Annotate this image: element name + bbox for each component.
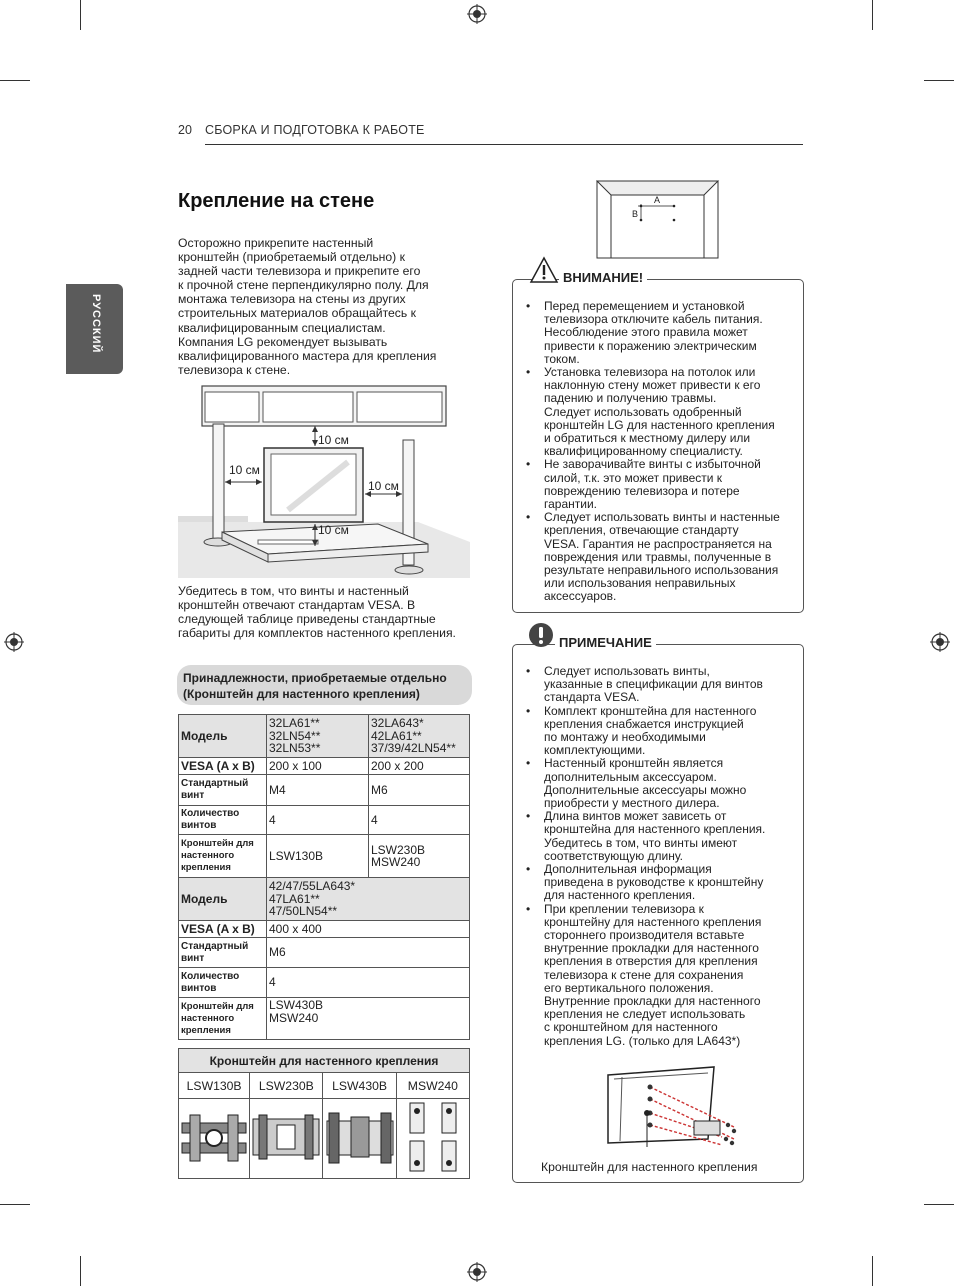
table-row	[179, 921, 470, 938]
text-line: крепления LG. (только для LA643*)	[544, 1033, 741, 1048]
crop-mark	[80, 1256, 81, 1286]
text-line: • Длина винтов может зависеть от	[544, 809, 727, 824]
wall-mount-room-illustration	[178, 382, 470, 578]
text-line: квалифицированному специалисту.	[544, 444, 743, 459]
model-name: 32LA643*	[371, 716, 424, 731]
text-line: гарантии.	[544, 497, 597, 512]
wall-mount-specs-table	[178, 714, 470, 1040]
text-line: указанные в спецификации для винтов	[544, 677, 763, 692]
table-row	[179, 1073, 470, 1099]
label-line: Стандартный	[181, 778, 249, 789]
note-list	[513, 665, 801, 1048]
text-line: • Следует использовать винты,	[544, 664, 710, 678]
registration-mark-icon	[4, 632, 24, 652]
text-line: телевизора отключите кабель питания.	[544, 312, 763, 327]
text-line: Несоблюдение этого правила может	[544, 325, 748, 340]
row-label: Модель	[179, 878, 267, 921]
text-line: или использования неправильных	[544, 576, 736, 591]
registration-mark-icon	[467, 1262, 487, 1282]
table-cell	[369, 715, 470, 758]
row-label: Модель	[179, 715, 267, 758]
text-line: Следует использовать одобренный	[544, 404, 742, 419]
text-line: следующей таблице приведены стандартные	[178, 612, 436, 627]
bracket-lsw230b-icon	[251, 1109, 321, 1165]
label-line: настенного	[181, 850, 235, 861]
clearance-label-top: 10 см	[318, 433, 349, 447]
model-name: 32LN54**	[269, 728, 321, 743]
bracket-lsw430b-icon	[325, 1107, 395, 1167]
crop-mark	[872, 0, 873, 30]
text-line: строительных материалов обращайтесь к	[178, 306, 416, 321]
clearance-label-left: 10 см	[229, 463, 260, 477]
text-line: результате неправильного использования	[544, 563, 779, 578]
text-line: силой, т.к. это может привести к	[544, 470, 723, 485]
table-cell: LSW430B	[323, 1073, 396, 1099]
list-item	[513, 863, 801, 903]
page-number: 20	[178, 123, 192, 137]
list-item	[513, 757, 801, 810]
text-line: током.	[544, 351, 580, 366]
text-line: • Следует использовать винты и настенные	[544, 510, 780, 525]
text-line: повреждению телевизора и потере	[544, 483, 740, 498]
table-cell	[179, 1099, 250, 1179]
table-row	[179, 806, 470, 835]
model-name: 37/39/42LN54**	[371, 741, 456, 756]
text-line: падению и получению травмы.	[544, 391, 717, 406]
language-tab-label: РУССКИЙ	[90, 294, 102, 354]
table-cell: 4	[267, 968, 470, 998]
table-cell: M6	[267, 938, 470, 968]
model-name: 32LA61**	[269, 716, 320, 731]
crop-mark	[80, 0, 81, 30]
label-line: винт	[181, 952, 205, 964]
text-line: повреждения или травмы, полученные в	[544, 549, 772, 564]
text-line: стороннего производителя вставьте	[544, 928, 745, 943]
bracket-msw240-icon	[398, 1099, 468, 1175]
text-line: и обратиться к местному дилеру или	[544, 431, 751, 446]
row-label	[179, 835, 267, 878]
table-cell: M6	[369, 775, 470, 806]
bracket-models-table	[178, 1048, 470, 1179]
bracket-table-header: Кронштейн для настенного крепления	[179, 1049, 470, 1073]
text-line: внутренние прокладки для настенного	[544, 941, 759, 956]
text-line: квалифицированным специалистам.	[178, 320, 386, 335]
text-line: задней части телевизора и прикрепите его	[178, 264, 421, 279]
text-line: кронштейну для настенного крепления	[544, 914, 762, 929]
table-row	[179, 968, 470, 998]
table-cell: 4	[369, 806, 470, 835]
crop-mark	[0, 1204, 30, 1205]
figure-caption: Кронштейн для настенного крепления	[541, 1160, 758, 1174]
text-line: Убедитесь в том, что винты и настенный	[178, 584, 409, 598]
table-cell	[267, 998, 470, 1040]
crop-mark	[872, 1256, 873, 1286]
row-label	[179, 775, 267, 806]
model-name: 47LA61**	[269, 891, 320, 906]
text-line: монтажа телевизора на стены из других	[178, 292, 406, 307]
list-item	[513, 810, 801, 863]
text-line: по монтажу и необходимыми	[544, 730, 706, 745]
label-line: винт	[181, 790, 205, 801]
label-line: Количество	[181, 808, 240, 819]
label-line: Кронштейн для	[181, 1000, 254, 1012]
text-line: кронштейн (приобретаемый отдельно) к	[178, 250, 405, 265]
row-label	[179, 968, 267, 998]
clearance-label-bottom: 10 см	[318, 523, 349, 537]
text-line: • Перед перемещением и установкой	[544, 299, 745, 313]
vesa-paragraph	[178, 584, 478, 640]
text-line: приведена в руководстве к кронштейну	[544, 875, 764, 890]
caution-heading: ВНИМАНИЕ!	[559, 270, 647, 285]
table-cell: 400 x 400	[267, 921, 470, 938]
text-line: Дополнительные аксессуары можно	[544, 782, 747, 797]
list-item	[513, 705, 801, 758]
table-cell	[267, 878, 470, 921]
text-line: Внутренние прокладки для настенного	[544, 994, 761, 1009]
text-line: крепления, отвечающие стандарту	[544, 523, 739, 538]
table-cell	[323, 1099, 396, 1179]
text-line: приобрести у местного дилера.	[544, 796, 720, 811]
accessories-heading-line: (Кронштейн для настенного крепления)	[183, 687, 420, 701]
clearance-label-right: 10 см	[368, 479, 399, 493]
text-line: стандарта VESA.	[544, 690, 640, 705]
text-line: привести к поражению электрическим	[544, 338, 757, 353]
model-name: 42LA61**	[371, 728, 422, 743]
list-item	[513, 511, 801, 603]
text-line: комплектующими.	[544, 743, 646, 758]
table-row	[179, 775, 470, 806]
table-row	[179, 998, 470, 1040]
text-line: Компания LG рекомендует вызывать	[178, 334, 388, 349]
text-line: крепления в отверстия для крепления	[544, 954, 758, 969]
text-line: к прочной стене перпендикулярно полу. Для	[178, 278, 429, 293]
table-cell	[369, 835, 470, 878]
label-line: Стандартный	[181, 940, 249, 952]
table-row	[179, 758, 470, 775]
row-label: VESA (A x B)	[179, 921, 267, 938]
text-line: кронштейн отвечают стандартам VESA. В	[178, 598, 416, 613]
section-title: СБОРКА И ПОДГОТОВКА К РАБОТЕ	[205, 123, 425, 137]
accessories-heading-line: Принадлежности, приобретаемые отдельно	[183, 671, 447, 685]
note-heading: ПРИМЕЧАНИЕ	[555, 635, 656, 650]
accessories-heading	[177, 665, 472, 705]
exclamation-circle-icon	[528, 622, 554, 648]
table-cell: 200 x 100	[267, 758, 369, 775]
text-line: Убедитесь в том, что винты имеют	[544, 835, 738, 850]
text-line: квалифицированного мастера для крепления	[178, 348, 437, 363]
crop-mark	[0, 80, 30, 81]
table-cell	[267, 715, 369, 758]
text-line: кронштейн LG для настенного крепления	[544, 417, 775, 432]
text-line: соответствующую длину.	[544, 848, 684, 863]
text-line: Осторожно прикрепите настенный	[178, 236, 374, 250]
label-line: крепления	[181, 862, 231, 873]
text-line: • При креплении телевизора к	[544, 901, 704, 916]
bracket-lsw130b-icon	[180, 1109, 248, 1165]
text-line: • Не заворачивайте винты с избыточной	[544, 457, 761, 472]
wall-bracket-spacer-illustration	[604, 1065, 744, 1147]
dimension-b-label: B	[632, 209, 639, 219]
row-label	[179, 938, 267, 968]
table-row	[179, 938, 470, 968]
list-item	[513, 366, 801, 458]
text-line: крепления снабжается инструкцией	[544, 716, 744, 731]
table-cell: LSW130B	[267, 835, 369, 878]
registration-mark-icon	[467, 4, 487, 24]
list-item	[513, 458, 801, 511]
text-line: • Установка телевизора на потолок или	[544, 365, 756, 380]
table-cell: 4	[267, 806, 369, 835]
table-cell: LSW130B	[179, 1073, 250, 1099]
list-item	[513, 300, 801, 366]
label-line: Количество	[181, 970, 240, 982]
label-line: крепления	[181, 1024, 231, 1036]
intro-paragraph	[178, 236, 478, 377]
table-row	[179, 878, 470, 921]
row-label	[179, 806, 267, 835]
model-name: 32LN53**	[269, 741, 321, 756]
table-row	[179, 1099, 470, 1179]
label-line: Кронштейн для	[181, 838, 254, 849]
language-tab	[66, 284, 123, 374]
text-line: VESA. Гарантия не распространяется на	[544, 536, 772, 551]
bracket-model: MSW240	[371, 855, 421, 869]
table-row	[179, 1049, 470, 1073]
model-name: 42/47/55LA643*	[269, 879, 356, 894]
row-label	[179, 998, 267, 1040]
text-line: кронштейна для настенного крепления.	[544, 822, 766, 837]
bracket-model: MSW240	[269, 1010, 319, 1025]
page-title: Крепление на стене	[178, 190, 375, 212]
warning-triangle-icon	[529, 256, 559, 284]
text-line: крепления не следует использовать	[544, 1007, 746, 1022]
crop-mark	[924, 80, 954, 81]
text-line: • Комплект кронштейна для настенного	[544, 703, 757, 718]
bracket-model: LSW430B	[269, 998, 324, 1012]
table-cell: 200 x 200	[369, 758, 470, 775]
text-line: габариты для комплектов настенного крепления.	[178, 626, 456, 641]
list-item	[513, 903, 801, 1048]
dimension-a-label: A	[654, 195, 661, 205]
row-label: VESA (A x B)	[179, 758, 267, 775]
table-cell	[396, 1099, 469, 1179]
text-line: для настенного крепления.	[544, 888, 696, 903]
text-line: наклонную стену может привести к его	[544, 378, 761, 393]
table-cell: MSW240	[396, 1073, 469, 1099]
header-divider	[205, 144, 803, 145]
caution-list	[513, 300, 801, 604]
table-cell	[250, 1099, 323, 1179]
crop-mark	[924, 1204, 954, 1205]
text-line: телевизора к стене для сохранения	[544, 967, 744, 982]
bracket-model: LSW230B	[371, 842, 426, 857]
text-line: дополнительным аксессуаром.	[544, 769, 717, 784]
table-cell: LSW230B	[250, 1073, 323, 1099]
text-line: его вертикального положения.	[544, 980, 714, 995]
text-line: телевизора к стене.	[178, 362, 291, 377]
table-cell: M4	[267, 775, 369, 806]
text-line: • Настенный кронштейн является	[544, 756, 724, 771]
vesa-ab-diagram	[596, 180, 720, 260]
table-row	[179, 715, 470, 758]
text-line: аксессуаров.	[544, 589, 617, 604]
registration-mark-icon	[930, 632, 950, 652]
model-name: 47/50LN54**	[269, 904, 338, 919]
text-line: с кронштейном для настенного	[544, 1020, 718, 1035]
text-line: • Дополнительная информация	[544, 862, 712, 877]
label-line: винтов	[181, 982, 217, 994]
table-row	[179, 835, 470, 878]
label-line: винтов	[181, 820, 217, 831]
list-item	[513, 665, 801, 705]
label-line: настенного	[181, 1012, 235, 1024]
